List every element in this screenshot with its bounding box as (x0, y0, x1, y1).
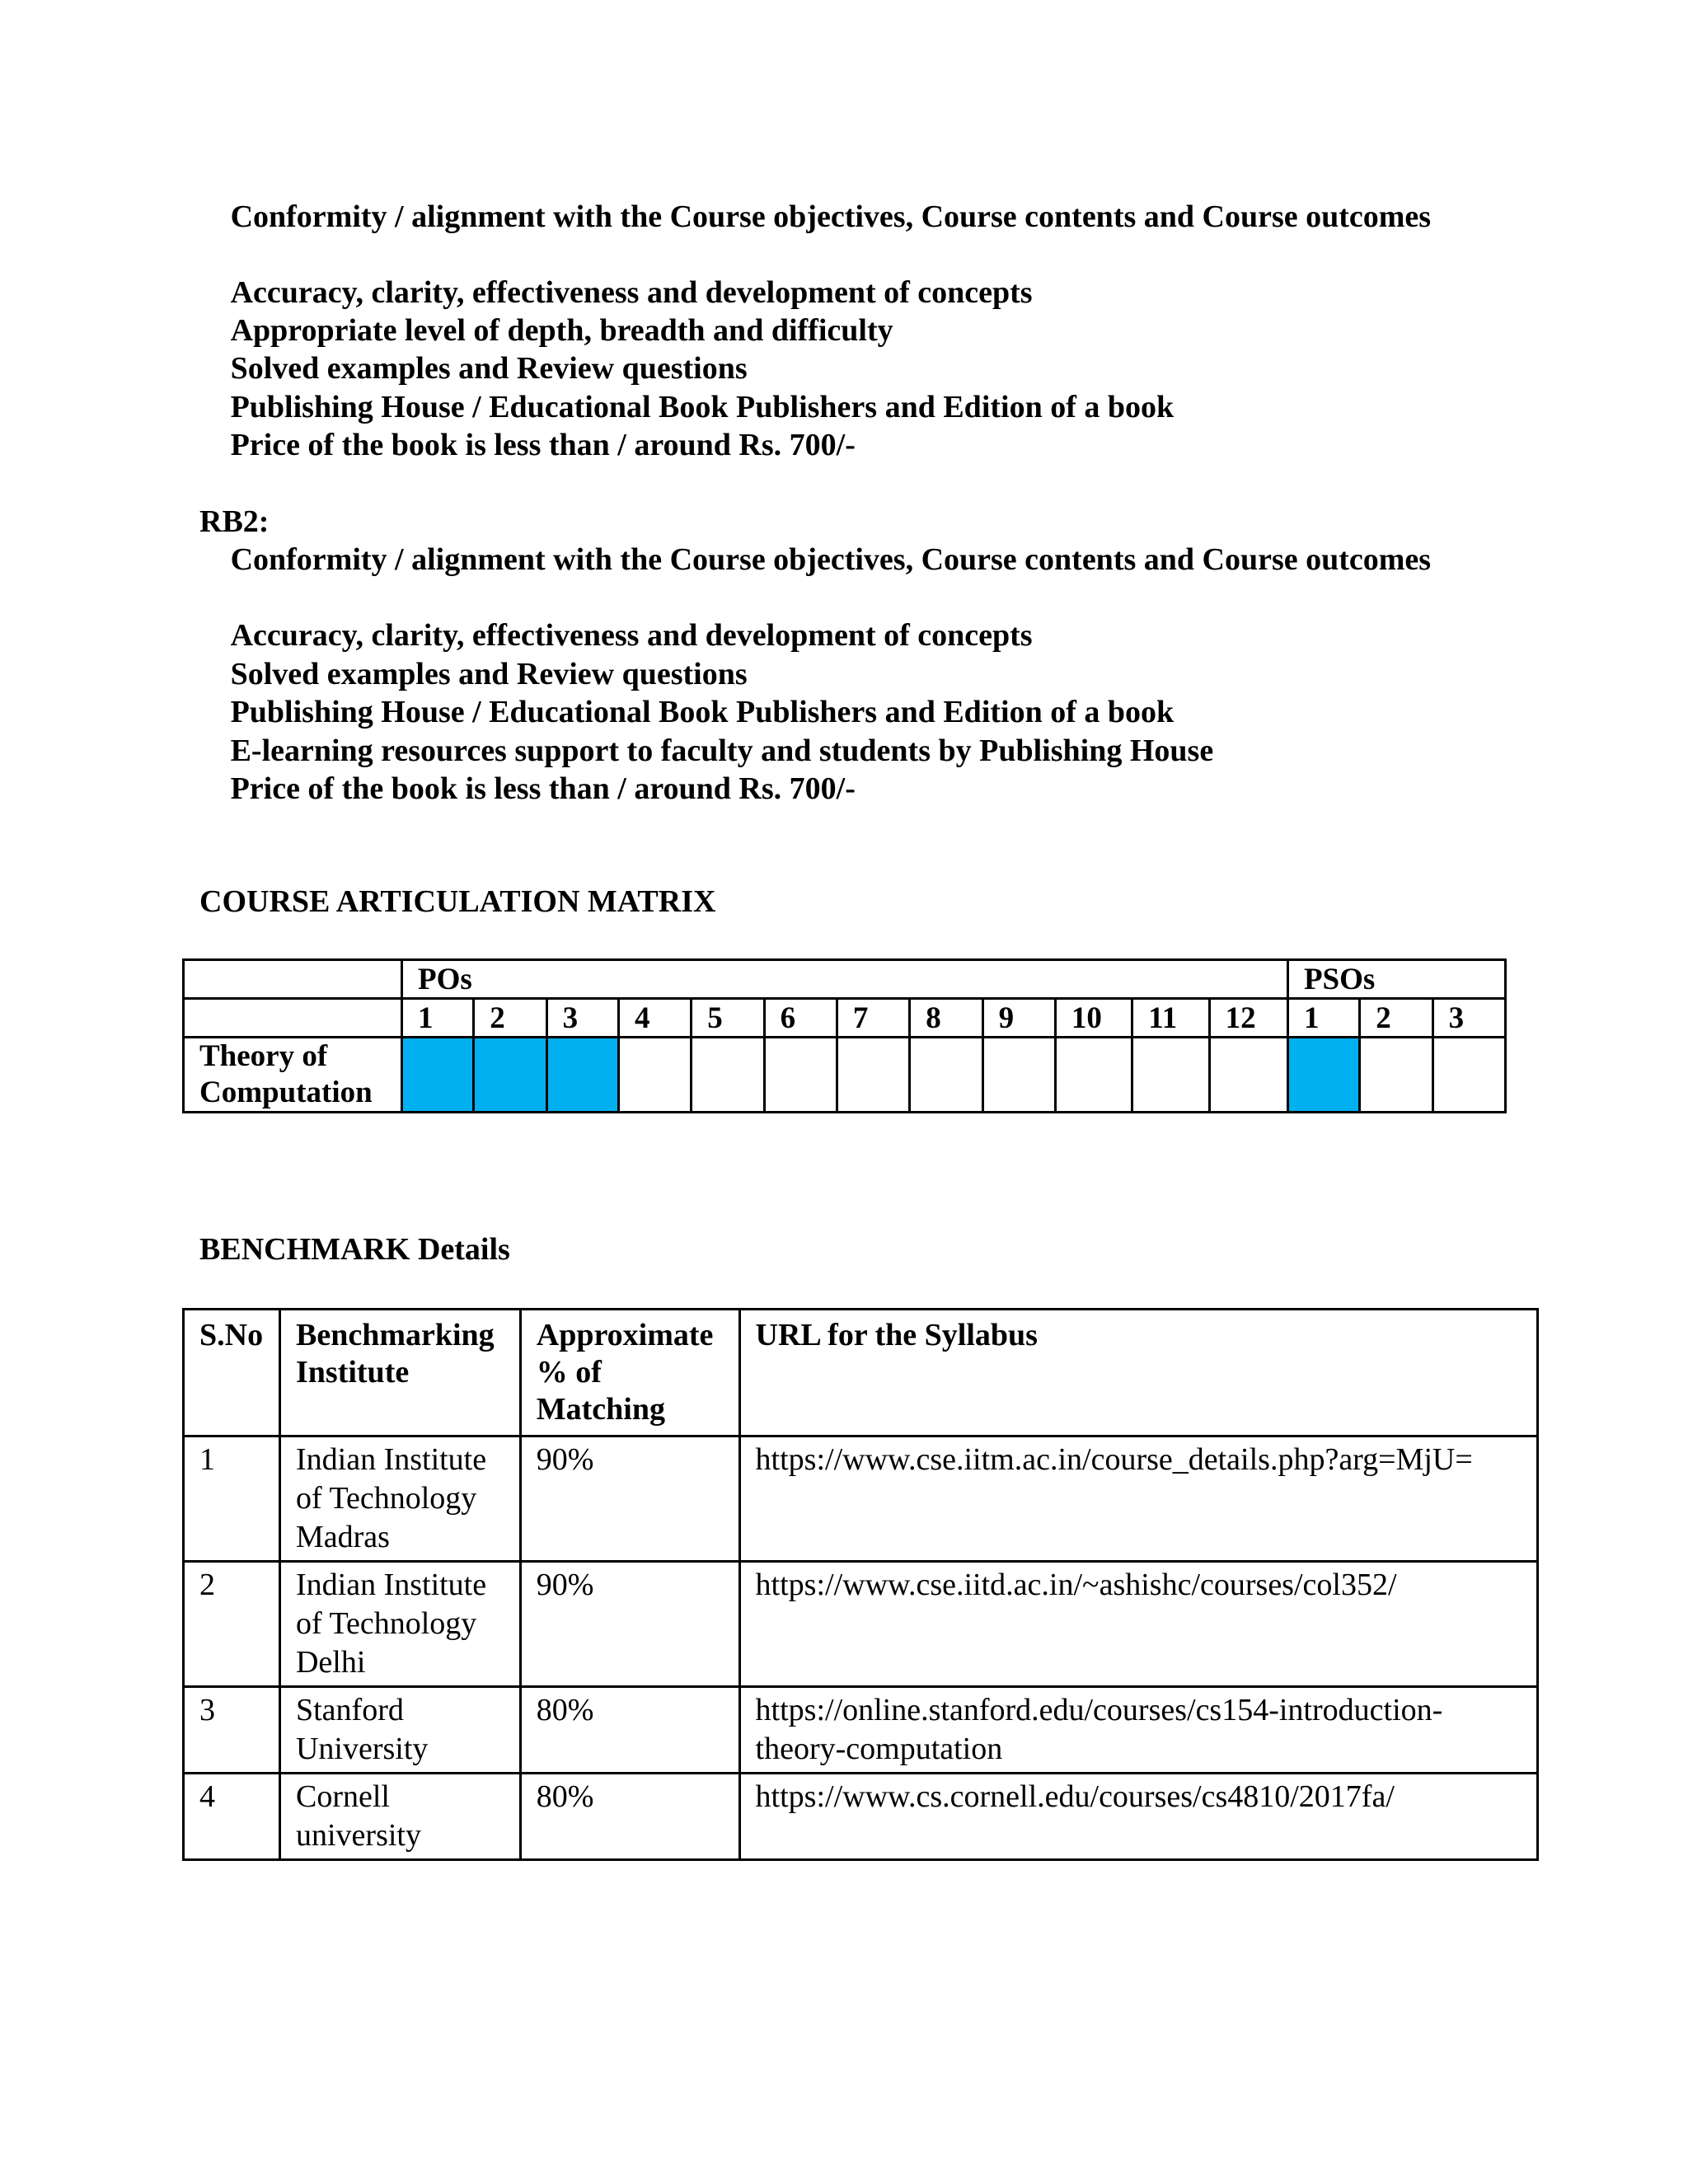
header-line: % of (536, 1355, 602, 1390)
po-number: 3 (546, 999, 618, 1038)
sno-cell: 1 (184, 1436, 280, 1562)
institute-line: of Technology (295, 1481, 477, 1516)
url-cell (739, 1436, 1537, 1562)
po-number: 10 (1055, 999, 1132, 1038)
po-mapping-cell (474, 1038, 546, 1113)
institute-line: of Technology (295, 1606, 477, 1641)
bullet-icon (199, 313, 224, 348)
benchmark-title: BENCHMARK Details (199, 1232, 510, 1267)
institute-line: University (295, 1732, 429, 1766)
criteria-text: Accuracy, clarity, effectiveness and development of concepts (206, 275, 1009, 310)
syllabus-link[interactable]: https://online.stanford.edu/courses/cs154-introduction- (755, 1693, 1443, 1727)
po-number: 11 (1132, 999, 1209, 1038)
criteria-item (199, 732, 1485, 770)
criteria-item (199, 349, 1485, 387)
articulation-matrix-table (182, 958, 1507, 1113)
benchmark-header-row (184, 1310, 1538, 1436)
criteria-item (199, 198, 1485, 236)
po-mapping-cell (764, 1038, 837, 1113)
criteria-item (199, 616, 1485, 654)
bullet-icon (199, 542, 224, 577)
bullet-icon (199, 657, 224, 691)
po-mapping-cell (618, 1038, 691, 1113)
po-number: 8 (910, 999, 982, 1038)
sno-header: S.No (184, 1310, 280, 1436)
po-mapping-cell (982, 1038, 1055, 1113)
syllabus-link[interactable]: https://www.cs.cornell.edu/courses/cs4810/2017fa/ (755, 1779, 1395, 1814)
url-header: URL for the Syllabus (739, 1310, 1537, 1436)
matching-cell: 80% (520, 1687, 739, 1774)
institute-line: Indian Institute (295, 1568, 487, 1602)
matrix-course-row (184, 1038, 1506, 1113)
po-mapping-cell (910, 1038, 982, 1113)
criteria-text: Publishing House / Educational Book Publishers and Edition of a book (206, 695, 1150, 729)
matrix-title: COURSE ARTICULATION MATRIX (199, 884, 716, 919)
criteria-text: Solved examples and Review questions (206, 657, 724, 691)
criteria-text: Price of the book is less than / around Rs. 700/- (206, 771, 832, 806)
table-row (184, 1562, 1538, 1687)
po-number: 6 (764, 999, 837, 1038)
po-number: 12 (1209, 999, 1287, 1038)
sno-cell: 3 (184, 1687, 280, 1774)
matching-cell: 90% (520, 1562, 739, 1687)
table-row (184, 1436, 1538, 1562)
criteria-text: Accuracy, clarity, effectiveness and development of concepts (206, 618, 1009, 653)
po-mapping-cell (401, 1038, 473, 1113)
po-mapping-cell (837, 1038, 909, 1113)
sno-cell: 4 (184, 1774, 280, 1860)
matching-header (520, 1310, 739, 1436)
po-number: 5 (692, 999, 764, 1038)
pso-mapping-cell (1360, 1038, 1432, 1113)
po-mapping-cell (1132, 1038, 1209, 1113)
pso-number: 2 (1360, 999, 1432, 1038)
sno-cell: 2 (184, 1562, 280, 1687)
matrix-group-row (184, 960, 1506, 999)
criteria-item (199, 541, 1485, 579)
criteria-item (199, 693, 1485, 731)
bullet-icon (199, 275, 224, 310)
criteria-text: Conformity / alignment with the Course objectives, Course contents and Course outcomes (206, 542, 1407, 577)
matrix-corner-cell (184, 960, 402, 999)
criteria-item (199, 655, 1485, 693)
criteria-text: Conformity / alignment with the Course objectives, Course contents and Course outcomes (206, 199, 1407, 234)
institute-line: university (295, 1818, 421, 1853)
institute-line: Indian Institute (295, 1442, 487, 1477)
bullet-icon (199, 351, 224, 386)
po-mapping-cell (1209, 1038, 1287, 1113)
institute-line: Stanford (295, 1693, 404, 1727)
bullet-icon (199, 428, 224, 462)
bullet-icon (199, 771, 224, 806)
url-cell (739, 1774, 1537, 1860)
bullet-icon (199, 618, 224, 653)
pos-header: POs (401, 960, 1287, 999)
po-mapping-cell (692, 1038, 764, 1113)
institute-line: Madras (295, 1520, 390, 1554)
po-mapping-cell (1055, 1038, 1132, 1113)
header-line: Approximate (536, 1318, 714, 1352)
institute-header (279, 1310, 520, 1436)
po-number: 7 (837, 999, 909, 1038)
table-row (184, 1687, 1538, 1774)
criteria-text: E-learning resources support to faculty and students by Publishing House (206, 733, 1189, 768)
criteria-item (199, 388, 1485, 426)
institute-line: Delhi (295, 1645, 366, 1680)
po-mapping-cell (546, 1038, 618, 1113)
matrix-blank-cell (184, 999, 402, 1038)
institute-cell (279, 1687, 520, 1774)
po-number: 4 (618, 999, 691, 1038)
bullet-icon (199, 695, 224, 729)
course-name-line: Theory of (199, 1039, 328, 1073)
pso-number: 1 (1287, 999, 1359, 1038)
syllabus-link-continued[interactable]: theory-computation (755, 1732, 1003, 1766)
institute-cell (279, 1774, 520, 1860)
matching-cell: 90% (520, 1436, 739, 1562)
pso-number: 3 (1432, 999, 1505, 1038)
bullet-icon (199, 390, 224, 424)
criteria-text: Price of the book is less than / around Rs. 700/- (206, 428, 832, 462)
criteria-text: Appropriate level of depth, breadth and difficulty (206, 313, 870, 348)
course-name-line: Computation (199, 1076, 373, 1109)
bullet-icon (199, 733, 224, 768)
table-row (184, 1774, 1538, 1860)
url-cell (739, 1562, 1537, 1687)
rb2-label: RB2: (199, 504, 270, 539)
psos-header: PSOs (1287, 960, 1505, 999)
criteria-text: Publishing House / Educational Book Publishers and Edition of a book (206, 390, 1150, 424)
header-line: Matching (536, 1392, 665, 1427)
po-number: 2 (474, 999, 546, 1038)
header-line: Benchmarking (295, 1318, 495, 1352)
course-name-cell (184, 1038, 402, 1113)
criteria-item (199, 426, 1485, 464)
header-line: Institute (295, 1355, 410, 1390)
institute-cell (279, 1436, 520, 1562)
syllabus-link[interactable]: https://www.cse.iitm.ac.in/course_details.php?arg=MjU= (755, 1442, 1473, 1477)
po-number: 9 (982, 999, 1055, 1038)
matching-cell: 80% (520, 1774, 739, 1860)
url-cell (739, 1687, 1537, 1774)
criteria-item (199, 312, 1485, 349)
institute-line: Cornell (295, 1779, 390, 1814)
pso-mapping-cell (1287, 1038, 1359, 1113)
bullet-icon (199, 199, 224, 234)
criteria-item (199, 274, 1485, 312)
syllabus-link[interactable]: https://www.cse.iitd.ac.in/~ashishc/courses/col352/ (755, 1568, 1397, 1602)
criteria-item (199, 770, 1485, 808)
matrix-number-row (184, 999, 1506, 1038)
criteria-text: Solved examples and Review questions (206, 351, 724, 386)
benchmark-table (182, 1308, 1539, 1861)
institute-cell (279, 1562, 520, 1687)
po-number: 1 (401, 999, 473, 1038)
pso-mapping-cell (1432, 1038, 1505, 1113)
